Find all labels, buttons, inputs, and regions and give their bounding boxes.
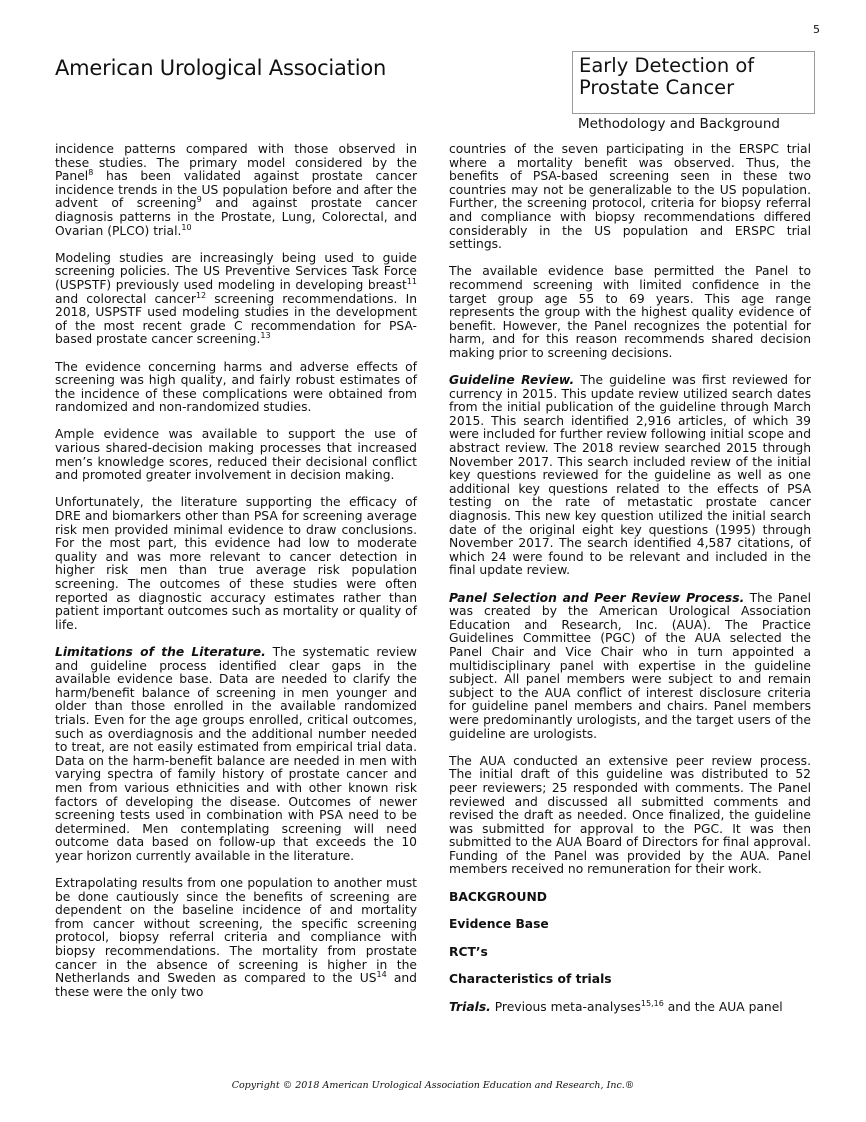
- document-title-line1: Early Detection of: [579, 54, 755, 77]
- paragraph: Modeling studies are increasingly being used to guide screening policies. The US Preventive Services Task Force (USPSTF) previously used modeling in developing breast$^{11}$ and colorectal cancer$^{12}$ screening recommendations. In 2018, USPSTF used modeling studies in the development of the most recent grade C recommendation for PSA-based prostate cancer screening.$^{13}$: [55, 250, 417, 347]
- trials-lead: Trials.: [449, 1000, 491, 1015]
- document-title-line2: Prostate Cancer: [579, 76, 735, 99]
- panel-selection-lead: Panel Selection and Peer Review Process.: [449, 590, 745, 605]
- page-number: 5: [813, 23, 820, 36]
- panel-selection-paragraph: Panel Selection and Peer Review Process. The Panel was created by the American Urological Association Education and Research, Inc. (AUA). The Practice Guidelines Committee (PGC) of the AUA selected the Panel Chair and Vice Chair who in turn appointed a multidisciplinary panel with expertise in the guideline subject. All panel members were subject to and remain subject to the AUA conflict of interest disclosure criteria for guideline panel members and chairs. Panel members were predominantly urologists, and the target users of the guideline are urologists.: [449, 590, 811, 741]
- left-column: [55, 143, 417, 1013]
- paragraph: Ample evidence was available to support the use of various shared-decision making processes that increased men’s knowledge scores, reduced their decisional conflict and promoted greater involvement in decision making.: [55, 427, 417, 483]
- heading-evidence-base: Evidence Base: [449, 917, 549, 932]
- heading-rcts: RCT’s: [449, 944, 488, 959]
- organization-name: American Urological Association: [55, 56, 387, 80]
- right-column: [449, 143, 811, 1028]
- document-title-box: [572, 51, 815, 114]
- limitations-paragraph: Limitations of the Literature. The systematic review and guideline process identified clear gaps in the available evidence base. Data are needed to clarify the harm/benefit balance of screening in men younger and older than those enrolled in the available randomized trials. Even for the age groups enrolled, critical outcomes, such as overdiagnosis and the additional number needed to treat, are not easily estimated from empirical trial data. Data on the harm-benefit balance are needed in men with varying spectra of family history of prostate cancer and men from various ethnicities and with other known risk factors of developing the disease. Outcomes of newer screening tests used in combination with PSA need to be determined. Men contemplating screening will need outcome data based on follow-up that exceeds the 10 year horizon currently available in the literature.: [55, 644, 417, 863]
- guideline-review-paragraph: Guideline Review. The guideline was first reviewed for currency in 2015. This update review utilized search dates from the initial publication of the guideline through March 2015. This search identified 2,916 articles, of which 39 were included for further review following initial scope and abstract review. The 2018 review searched 2015 through November 2017. This search included review of the initial key questions reviewed for the guideline as well as one additional key questions related to the effects of PSA testing on the rate of metastatic prostate cancer diagnosis. This new key question utilized the initial search date of the original eight key questions (1995) through November 2017. The search identified 4,587 citations, of which 24 were found to be relevant and included in the final update review.: [449, 373, 811, 578]
- heading-background: BACKGROUND: [449, 889, 547, 904]
- paragraph: The evidence concerning harms and adverse effects of screening was high quality, and fairly robust estimates of the incidence of these complications were obtained from randomized and non-randomized studies.: [55, 359, 417, 415]
- paragraph: Extrapolating results from one population to another must be done cautiously since the benefits of screening are dependent on the baseline incidence of and mortality from cancer without screening, the specific screening protocol, biopsy referral criteria and compliance with biopsy recommendations. The mortality from prostate cancer in the absence of screening is higher in the Netherlands and Sweden as compared to the US$^{14}$ and these were the only two: [55, 876, 417, 999]
- paragraph: The AUA conducted an extensive peer review process. The initial draft of this guideline was distributed to 52 peer reviewers; 25 responded with comments. The Panel reviewed and discussed all submitted comments and revised the draft as needed. Once finalized, the guideline was submitted for approval to the PGC. It was then submitted to the AUA Board of Directors for final approval. Funding of the Panel was provided by the AUA. Panel members received no remuneration for their work.: [449, 753, 811, 877]
- section-subtitle: Methodology and Background: [578, 116, 780, 132]
- heading-characteristics: Characteristics of trials: [449, 972, 612, 987]
- paragraph: The available evidence base permitted the Panel to recommend screening with limited confidence in the target group age 55 to 69 years. This age range represents the group with the highest quality evidence of benefit. However, the Panel recognizes the potential for harm, and for this reason recommends shared decision making prior to screening decisions.: [449, 264, 811, 360]
- paragraph: incidence patterns compared with those observed in these studies. The primary model considered by the Panel$^8$ has been validated against prostate cancer incidence trends in the US population before and after the advent of screening$^9$ and against prostate cancer diagnosis patterns in the Prostate, Lung, Colorectal, and Ovarian (PLCO) trial.$^{10}$: [55, 142, 417, 238]
- limitations-lead: Limitations of the Literature.: [55, 644, 266, 659]
- copyright-footer: Copyright © 2018 American Urological Association Education and Research, Inc.®: [231, 1080, 635, 1091]
- guideline-review-lead: Guideline Review.: [449, 373, 575, 388]
- paragraph: Unfortunately, the literature supporting the efficacy of DRE and biomarkers other than PSA for screening average risk men provided minimal evidence to draw conclusions. For the most part, this evidence had low to moderate quality and was more relevant to cancer detection in higher risk men than true average risk population screening. The outcomes of these studies were often reported as diagnostic accuracy estimates rather than patient important outcomes such as mortality or quality of life.: [55, 495, 417, 632]
- paragraph: countries of the seven participating in the ERSPC trial where a mortality benefit was observed. Thus, the benefits of PSA-based screening seen in these two countries may not be generalizable to the US population. Further, the screening protocol, criteria for biopsy referral and compliance with biopsy recommendations differed considerably in the US population and ERSPC trial settings.: [449, 142, 811, 252]
- trials-paragraph: Trials. Previous meta-analyses$^{15,16}$ and the AUA panel: [449, 999, 783, 1015]
